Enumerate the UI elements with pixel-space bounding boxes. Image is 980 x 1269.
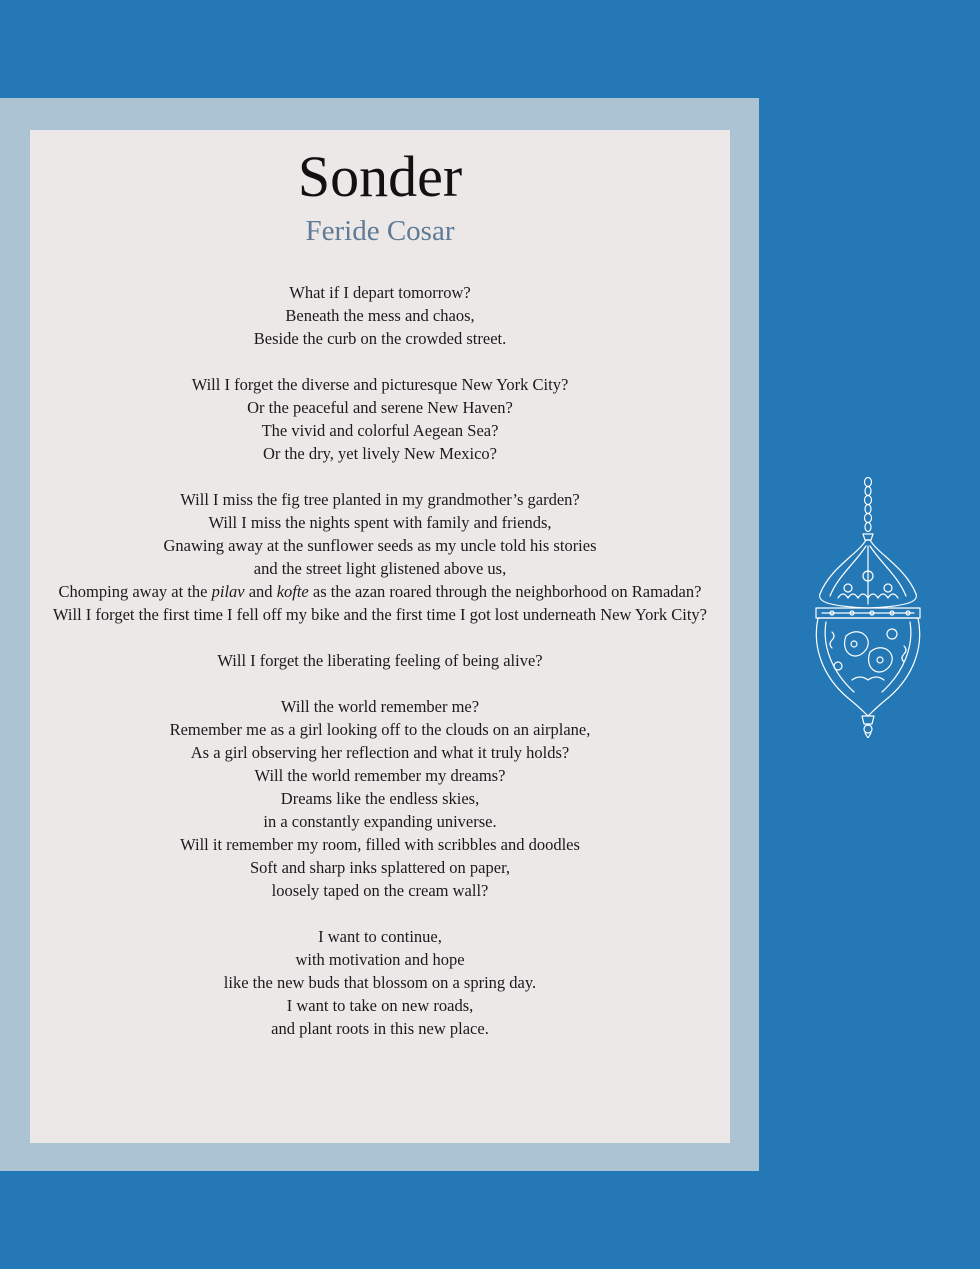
line-text: Chomping away at the — [58, 582, 212, 601]
poem-line: like the new buds that blossom on a spring day. — [223, 973, 537, 992]
poem-line: I want to take on new roads, — [286, 996, 474, 1015]
poem-line: What if I depart tomorrow? — [289, 283, 471, 302]
line-text: as the azan roared through the neighborhood on Ramadan? — [308, 582, 702, 601]
poem-line: with motivation and hope — [295, 950, 465, 969]
poem-author: Feride Cosar — [305, 215, 455, 247]
poem-line: Will the world remember my dreams? — [254, 766, 506, 785]
poem-line: Soft and sharp inks splattered on paper, — [249, 858, 511, 877]
poem-line: Beneath the mess and chaos, — [285, 306, 475, 325]
poem-line: Will I miss the fig tree planted in my grandmother’s garden? — [180, 490, 580, 509]
stanza — [30, 649, 730, 672]
poem-line-with-emphasis — [30, 580, 730, 603]
poem-line: Will I forget the first time I fell off my bike and the first time I got lost underneath New York City? — [52, 605, 707, 624]
poem-line: Dreams like the endless skies, — [280, 789, 480, 808]
poem-line: Gnawing away at the sunflower seeds as my uncle told his stories — [163, 536, 597, 555]
poem-line: Or the dry, yet lively New Mexico? — [263, 444, 497, 463]
hanging-lantern-icon — [808, 476, 928, 738]
poem-line: in a constantly expanding universe. — [263, 812, 497, 831]
poem-line: Will I forget the diverse and picturesque New York City? — [191, 375, 569, 394]
poem-line: Will it remember my room, filled with scribbles and doodles — [180, 835, 580, 854]
poem-line: The vivid and colorful Aegean Sea? — [261, 421, 499, 440]
poem-line: loosely taped on the cream wall? — [271, 881, 489, 900]
poem-body — [30, 281, 730, 1063]
emphasized-word-kofte: kofte — [276, 582, 309, 601]
emphasized-word-pilav: pilav — [211, 582, 245, 601]
stanza — [30, 695, 730, 902]
stanza — [30, 281, 730, 350]
stanza — [30, 488, 730, 626]
poem-line: Beside the curb on the crowded street. — [253, 329, 507, 348]
stanza — [30, 925, 730, 1040]
poem-frame — [0, 98, 759, 1171]
poem-line: Remember me as a girl looking off to the clouds on an airplane, — [169, 720, 591, 739]
line-text: and — [244, 582, 277, 601]
poem-line: Will the world remember me? — [280, 697, 480, 716]
poem-line: and plant roots in this new place. — [271, 1019, 489, 1038]
poem-line: I want to continue, — [318, 927, 442, 946]
poem-line: Will I miss the nights spent with family and friends, — [208, 513, 552, 532]
poem-line: Will I forget the liberating feeling of being alive? — [217, 651, 543, 670]
poem-title: Sonder — [297, 144, 463, 209]
poem-line: As a girl observing her reflection and what it truly holds? — [190, 743, 570, 762]
poem-card — [30, 130, 730, 1143]
poem-line: Or the peaceful and serene New Haven? — [247, 398, 513, 417]
poem-line: and the street light glistened above us, — [253, 559, 507, 578]
stanza — [30, 373, 730, 465]
